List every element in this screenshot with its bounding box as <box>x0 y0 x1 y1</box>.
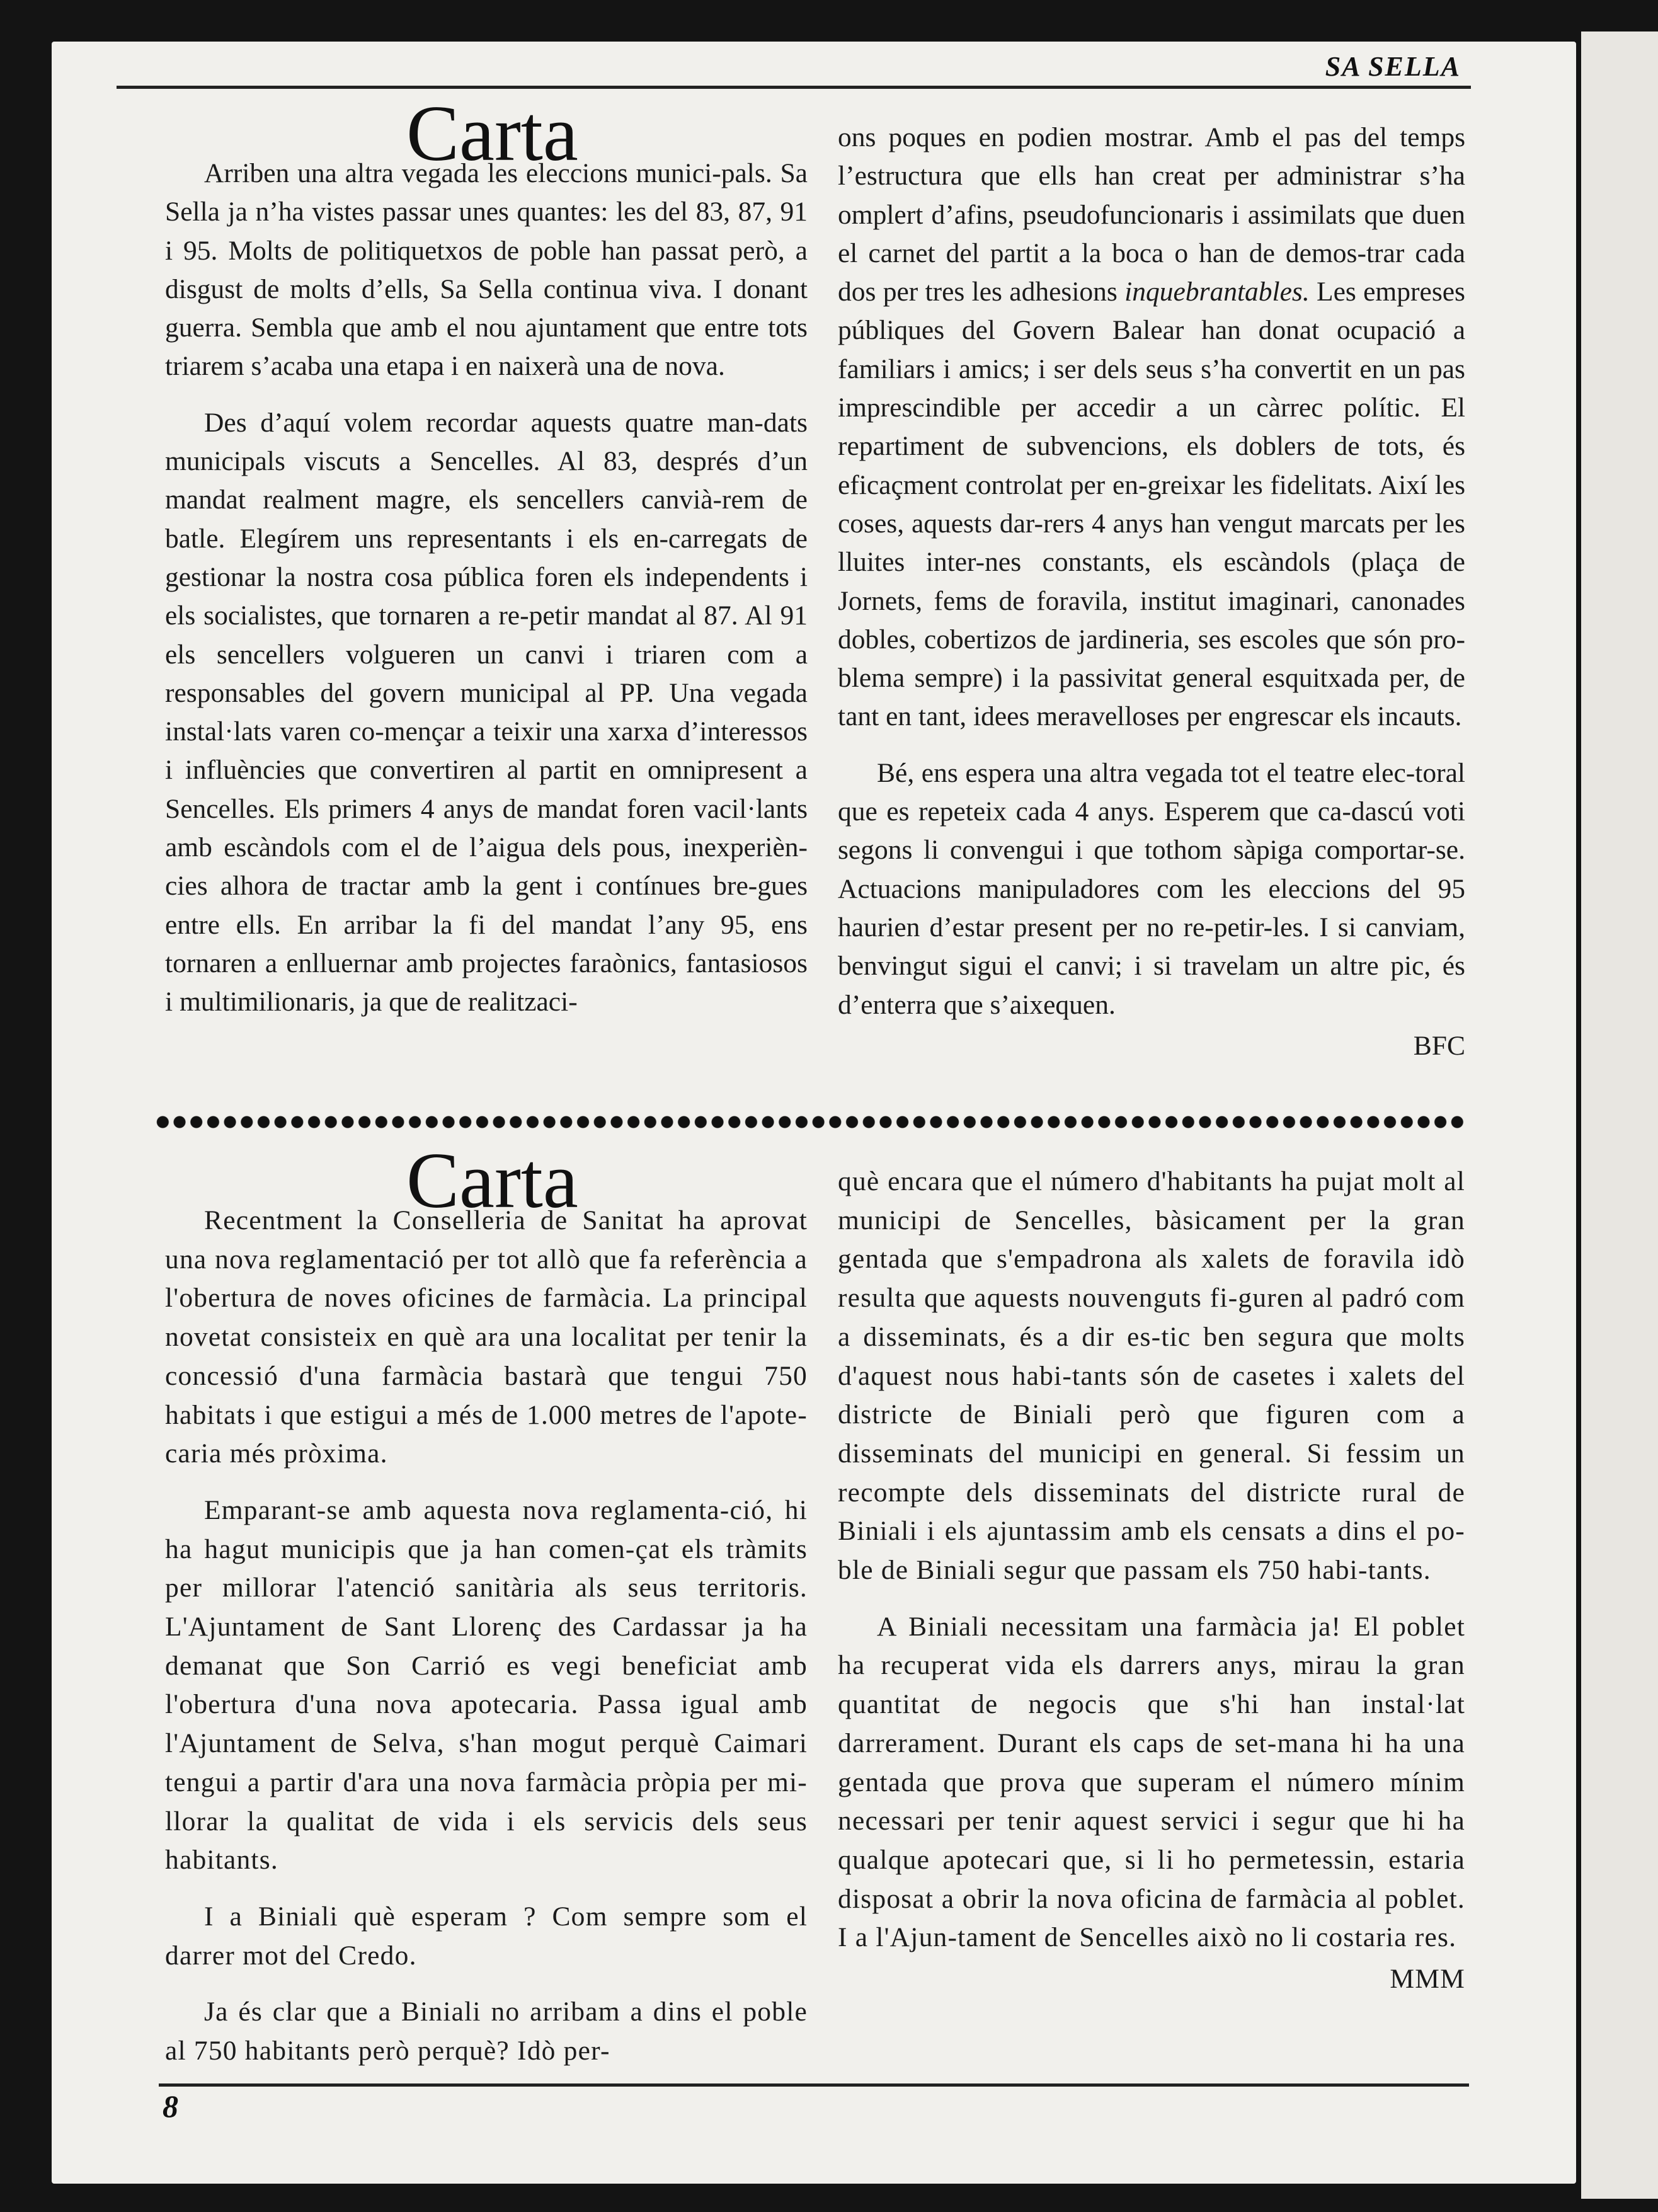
article2-paragraph: A Biniali necessitam una farmàcia ja! El poblet ha recuperat vida els darrers anys, mirau la gran quantitat de negocis que s'hi han instal·lat darrerament. Durant els caps de set-mana hi ha una gentada que prova que superam el número mínim necessari per tenir aquest servici i segur que hi ha qualque apotecari que, si li ho permetessin, estaria disposat a obrir la nova oficina de farmàcia al poblet. I a l'Ajun-tament de Sencelles això no li costaria res. <box>838 1611 1465 1953</box>
article2-paragraph: Recentment la Conselleria de Sanitat ha aprovat una nova reglamentació per tot allò que fa referència a l'obertura de noves oficines de farmàcia. La principal novetat consisteix en què ara una localitat per tenir la concessió d'una farmàcia bastarà que tengui 750 habitats i que estigui a més de 1.000 metres de l'apote-caria més pròxima. <box>165 1205 808 1469</box>
adjacent-page-edge <box>1581 32 1658 2199</box>
article1-paragraph: Arriben una altra vegada les eleccions munici-pals. Sa Sella ja n’ha vistes passar unes quantes: les del 83, 87, 91 i 95. Molts de politiquetxos de poble han passat però, a disgust de molts d’ells, Sa Sella continua viva. I donant guerra. Sembla que amb el nou ajuntament que entre tots triarem s’acaba una etapa i en naixerà una de nova. <box>165 158 808 382</box>
article1-title: Carta <box>406 90 578 178</box>
article2-paragraph: Emparant-se amb aquesta nova reglamenta-ció, hi ha hagut municipis que ja han comen-çat els tràmits per millorar l'atenció sanitària als seus territoris. L'Ajuntament de Sant Llorenç des Cardassar ja ha demanat que Son Carrió es vegi beneficiat amb l'obertura d'una nova apotecaria. Passa igual amb l'Ajuntament de Selva, s'han mogut perquè Caimari tengui a partir d'ara una nova farmàcia pròpia per mi-llorar la qualitat de vida i els servicis dels seus habitants. <box>165 1494 808 1876</box>
article2-column-left <box>165 1201 808 2089</box>
article2-paragraph: I a Biniali què esperam ? Com sempre som el darrer mot del Credo. <box>165 1901 808 1971</box>
article2-title: Carta <box>406 1137 578 1225</box>
article1-column-right <box>838 118 1465 1083</box>
article1-column-left <box>165 154 808 1040</box>
article1-paragraph-continued: ons poques en podien mostrar. Amb el pas del temps l’estructura que ells han creat per administrar s’ha omplert d’afins, pseudofuncionaris i assimilats que duen el carnet del partit a la boca o han de demos-trar cada dos per tres les adhesions inquebrantables. Les empreses públiques del Govern Balear han donat ocupació a familiars i amics; i ser dels seus s’ha convertit en un pas imprescindible per accedir a un càrrec polític. El repartiment de subvencions, els doblers de tots, és eficaçment controlat per en-greixar les fidelitats. Així les coses, aquests dar-rers 4 anys han vengut marcats per les lluites inter-nes constants, els escàndols (plaça de Jornets, fems de foravila, institut imaginari, canonades dobles, cobertizos de jardineria, ses escoles que són pro-blema sempre) i la passivitat general esquitxada per, de tant en tant, idees meravelloses per engrescar els incauts. <box>838 122 1465 732</box>
header-rule <box>117 86 1471 89</box>
article1-paragraph: Bé, ens espera una altra vegada tot el teatre elec-toral que es repeteix cada 4 anys. Esperem que ca-dascú voti segons li convengui i que tothom sàpiga comportar-se. Actuacions manipuladores com les eleccions del 95 haurien d’estar present per no re-petir-les. I si canviam, benvingut sigui el canvi; i si travelam un altre pic, és d’enterra que s’aixequen. <box>838 757 1465 1020</box>
article2-paragraph-continued: què encara que el número d'habitants ha pujat molt al municipi de Sencelles, bàsicament per la gran gentada que s'empadrona als xalets de foravila idò resulta que aquests nouvenguts fi-guren al padró com a disseminats, és a dir es-tic ben segura que molts d'aquest nous habi-tants són de casetes i xalets del districte de Biniali però que figuren com a disseminats del municipi en general. Si fessim un recompte dels disseminats del districte rural de Biniali i els ajuntassim amb els censats a dins el po-ble de Biniali segur que passam els 750 habi-tants. <box>838 1166 1465 1586</box>
running-header: SA SELLA <box>1325 51 1461 82</box>
article1-signature: BFC <box>1413 1030 1465 1061</box>
footer-rule <box>159 2083 1469 2087</box>
article2-signature: MMM <box>1390 1964 1465 1995</box>
page-number: 8 <box>163 2089 178 2124</box>
dotted-separator <box>154 1114 1468 1130</box>
article2-column-right <box>838 1162 1465 2017</box>
article1-paragraph: Des d’aquí volem recordar aquests quatre man-dats municipals viscuts a Sencelles. Al 83, després d’un mandat realment magre, els sencellers canvià-rem de batle. Elegírem uns representants i els en-carregats de gestionar la nostra cosa pública foren els independents i els socialistes, que tornaren a re-petir mandat al 87. Al 91 els sencellers volgueren un canvi i triaren com a responsables del govern municipal al PP. Una vegada instal·lats varen co-mençar a teixir una xarxa d’interessos i influències que convertiren al partit en omnipresent a Sencelles. Els primers 4 anys de mandat foren vacil·lants amb escàndols com el de l’aigua dels pous, inexperièn-cies alhora de tractar amb la gent i contínues bre-gues entre ells. En arribar la fi del mandat l’any 95, ens tornaren a enlluernar amb projectes faraònics, fantasiosos i multimilionaris, ja que de realitzaci- <box>165 407 808 1017</box>
article2-paragraph: Ja és clar que a Biniali no arribam a dins el poble al 750 habitants però perquè? Idò per- <box>165 1997 808 2066</box>
